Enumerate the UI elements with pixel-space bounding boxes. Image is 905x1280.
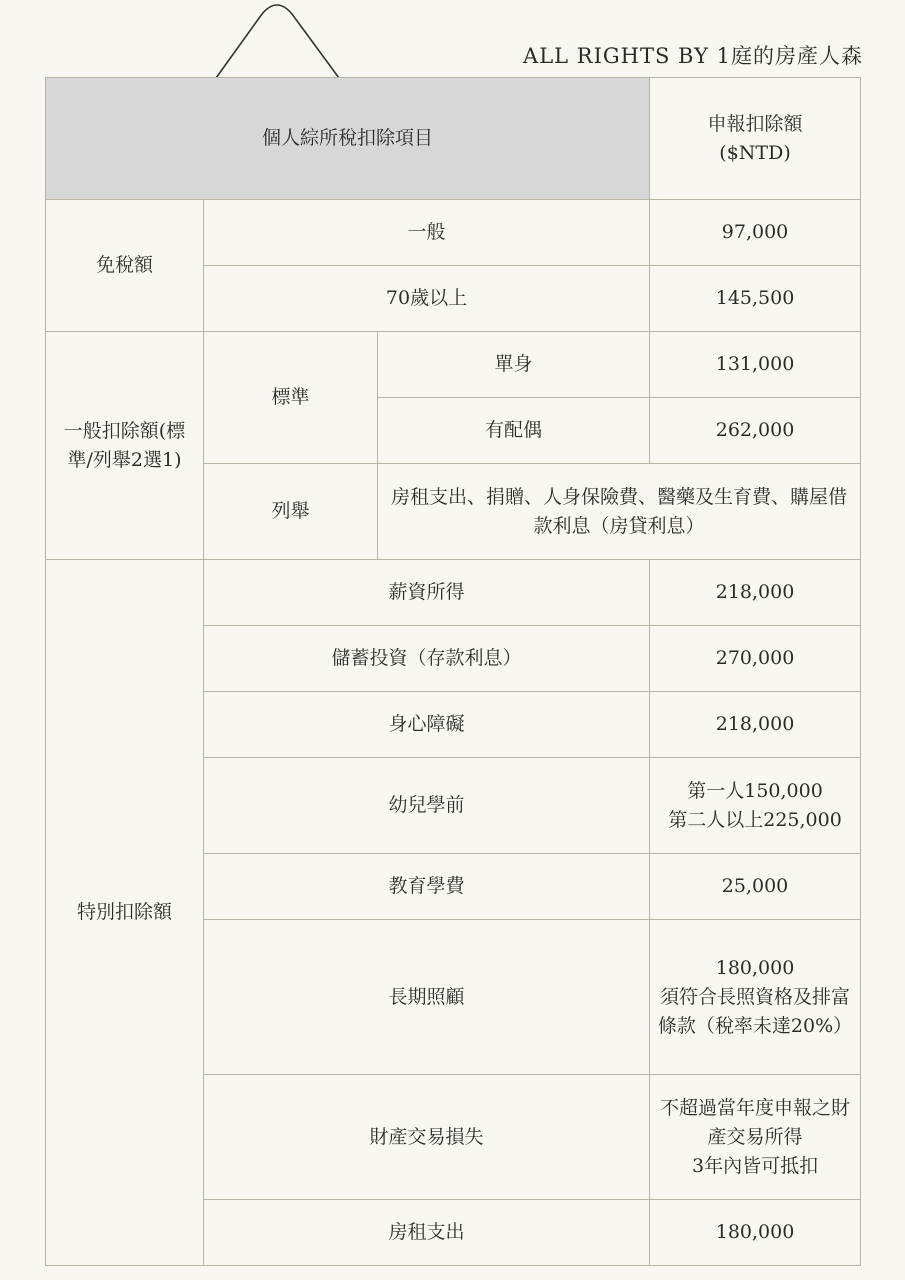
row-name: 教育學費 (204, 854, 650, 920)
itemized-description: 房租支出、捐贈、人身保險費、醫藥及生育費、購屋借款利息（房貸利息） (378, 464, 861, 560)
standard-label: 標準 (204, 332, 378, 464)
itemized-label: 列舉 (204, 464, 378, 560)
row-name: 幼兒學前 (204, 758, 650, 854)
amount-header: 申報扣除額 ($NTD) (650, 78, 861, 200)
standard-deduction-label: 一般扣除額(標準/列舉2選1) (46, 332, 204, 560)
table-header-row (46, 78, 861, 200)
row-name: 財產交易損失 (204, 1075, 650, 1200)
row-amount: 180,000 須符合長照資格及排富條款（稅率未達20%） (650, 920, 861, 1075)
row-name: 單身 (378, 332, 650, 398)
row-name: 有配偶 (378, 398, 650, 464)
row-amount: 270,000 (650, 626, 861, 692)
row-amount: 第一人150,000 第二人以上225,000 (650, 758, 861, 854)
row-amount: 131,000 (650, 332, 861, 398)
row-name: 70歲以上 (204, 266, 650, 332)
row-name: 身心障礙 (204, 692, 650, 758)
table-row (46, 332, 861, 398)
tax-deduction-table (45, 77, 861, 1266)
copyright-text: ALL RIGHTS BY 1庭的房產人森 (523, 44, 863, 68)
row-amount: 218,000 (650, 560, 861, 626)
item-header: 個人綜所稅扣除項目 (46, 78, 650, 200)
row-amount: 145,500 (650, 266, 861, 332)
table-row (46, 200, 861, 266)
row-amount: 218,000 (650, 692, 861, 758)
exemption-label: 免稅額 (46, 200, 204, 332)
hanger-icon (210, 0, 345, 80)
row-name: 一般 (204, 200, 650, 266)
row-name: 房租支出 (204, 1200, 650, 1266)
row-amount: 262,000 (650, 398, 861, 464)
row-amount: 不超過當年度申報之財產交易所得 3年內皆可抵扣 (650, 1075, 861, 1200)
special-deduction-label: 特別扣除額 (46, 560, 204, 1266)
row-amount: 25,000 (650, 854, 861, 920)
row-amount: 97,000 (650, 200, 861, 266)
row-name: 儲蓄投資（存款利息） (204, 626, 650, 692)
table-row (46, 560, 861, 626)
row-amount: 180,000 (650, 1200, 861, 1266)
row-name: 薪資所得 (204, 560, 650, 626)
row-name: 長期照顧 (204, 920, 650, 1075)
